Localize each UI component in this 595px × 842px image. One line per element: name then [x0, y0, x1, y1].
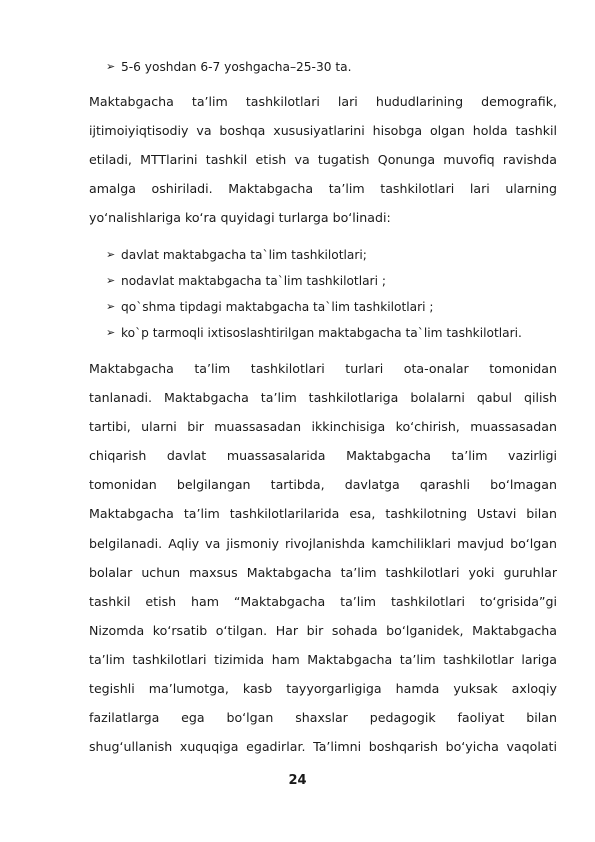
paragraph-line: shug‘ullanish xuquqiga egadirlar. Ta’limni boshqarish bo‘yicha vaqolati — [89, 739, 557, 755]
paragraph-line: chiqarish davlat muassasalarida Maktabgacha ta’lim vazirligi — [89, 448, 557, 464]
arrow-bullet-icon: ➢ — [106, 326, 116, 339]
paragraph-line: belgilanadi. Aqliy va jismoniy rivojlanishda kamchiliklari mavjud bo‘lgan — [89, 535, 557, 551]
paragraph-line: ijtimoiyiqtisodiy va boshqa xususiyatlarini hisobga olgan holda tashkil — [89, 123, 557, 139]
paragraph-line: yo‘nalishlariga ko‘ra quyidagi turlarga bo‘linadi: — [89, 210, 391, 226]
arrow-bullet-icon: ➢ — [106, 300, 116, 313]
paragraph-line: tashkil etish ham “Maktabgacha ta’lim tashkilotlari to‘grisida”gi — [89, 593, 557, 609]
bullet-item — [106, 56, 351, 78]
bullet-text: qo`shma tipdagi maktabgacha ta`lim tashkilotlari ; — [121, 300, 434, 314]
bullet-item — [106, 322, 522, 344]
paragraph-line: tanlanadi. Maktabgacha ta’lim tashkilotlariga bolalarni qabul qilish — [89, 390, 557, 406]
bullet-text: davlat maktabgacha ta`lim tashkilotlari; — [121, 248, 367, 262]
paragraph-line: Nizomda ko‘rsatib o‘tilgan. Har bir sohada bo‘lganidek, Maktabgacha — [89, 622, 557, 638]
arrow-bullet-icon: ➢ — [106, 248, 116, 261]
paragraph-line: bolalar uchun maxsus Maktabgacha ta’lim tashkilotlari yoki guruhlar — [89, 564, 557, 580]
paragraph-line: fazilatlarga ega bo‘lgan shaxslar pedagogik faoliyat bilan — [89, 710, 557, 726]
paragraph-2 — [89, 354, 557, 761]
paragraph-line: Maktabgacha ta’lim tashkilotlari turlari ota-onalar tomonidan — [89, 361, 557, 376]
arrow-bullet-icon: ➢ — [106, 60, 116, 73]
paragraph-line: Maktabgacha ta’lim tashkilotlari lari hududlarining demografik, — [89, 94, 557, 109]
paragraph-1 — [89, 87, 557, 232]
bullet-text: nodavlat maktabgacha ta`lim tashkilotlari ; — [121, 274, 386, 288]
paragraph-line: tartibi, ularni bir muassasadan ikkinchisiga ko‘chirish, muassasadan — [89, 419, 557, 435]
bullet-text: 5-6 yoshdan 6-7 yoshgacha–25-30 ta. — [121, 60, 352, 74]
bullet-item — [106, 296, 434, 318]
paragraph-line: tomonidan belgilangan tartibda, davlatga qarashli bo‘lmagan — [89, 477, 557, 493]
paragraph-line: ta’lim tashkilotlari tizimida ham Maktabgacha ta’lim tashkilotlar lariga — [89, 651, 557, 667]
paragraph-line: Maktabgacha ta’lim tashkilotlarilarida esa, tashkilotning Ustavi bilan — [89, 506, 557, 522]
bullet-text: ko`p tarmoqli ixtisoslashtirilgan maktabgacha ta`lim tashkilotlari. — [121, 326, 522, 340]
paragraph-line: amalga oshiriladi. Maktabgacha ta’lim tashkilotlari lari ularning — [89, 181, 557, 197]
page-number: 24 — [288, 773, 307, 788]
paragraph-line: etiladi, MTTlarini tashkil etish va tugatish Qonunga muvofiq ravishda — [89, 152, 557, 168]
bullet-item — [106, 244, 367, 266]
paragraph-line: tegishli ma’lumotga, kasb tayyorgarligiga hamda yuksak axloqiy — [89, 681, 557, 697]
arrow-bullet-icon: ➢ — [106, 274, 116, 287]
bullet-item — [106, 270, 386, 292]
